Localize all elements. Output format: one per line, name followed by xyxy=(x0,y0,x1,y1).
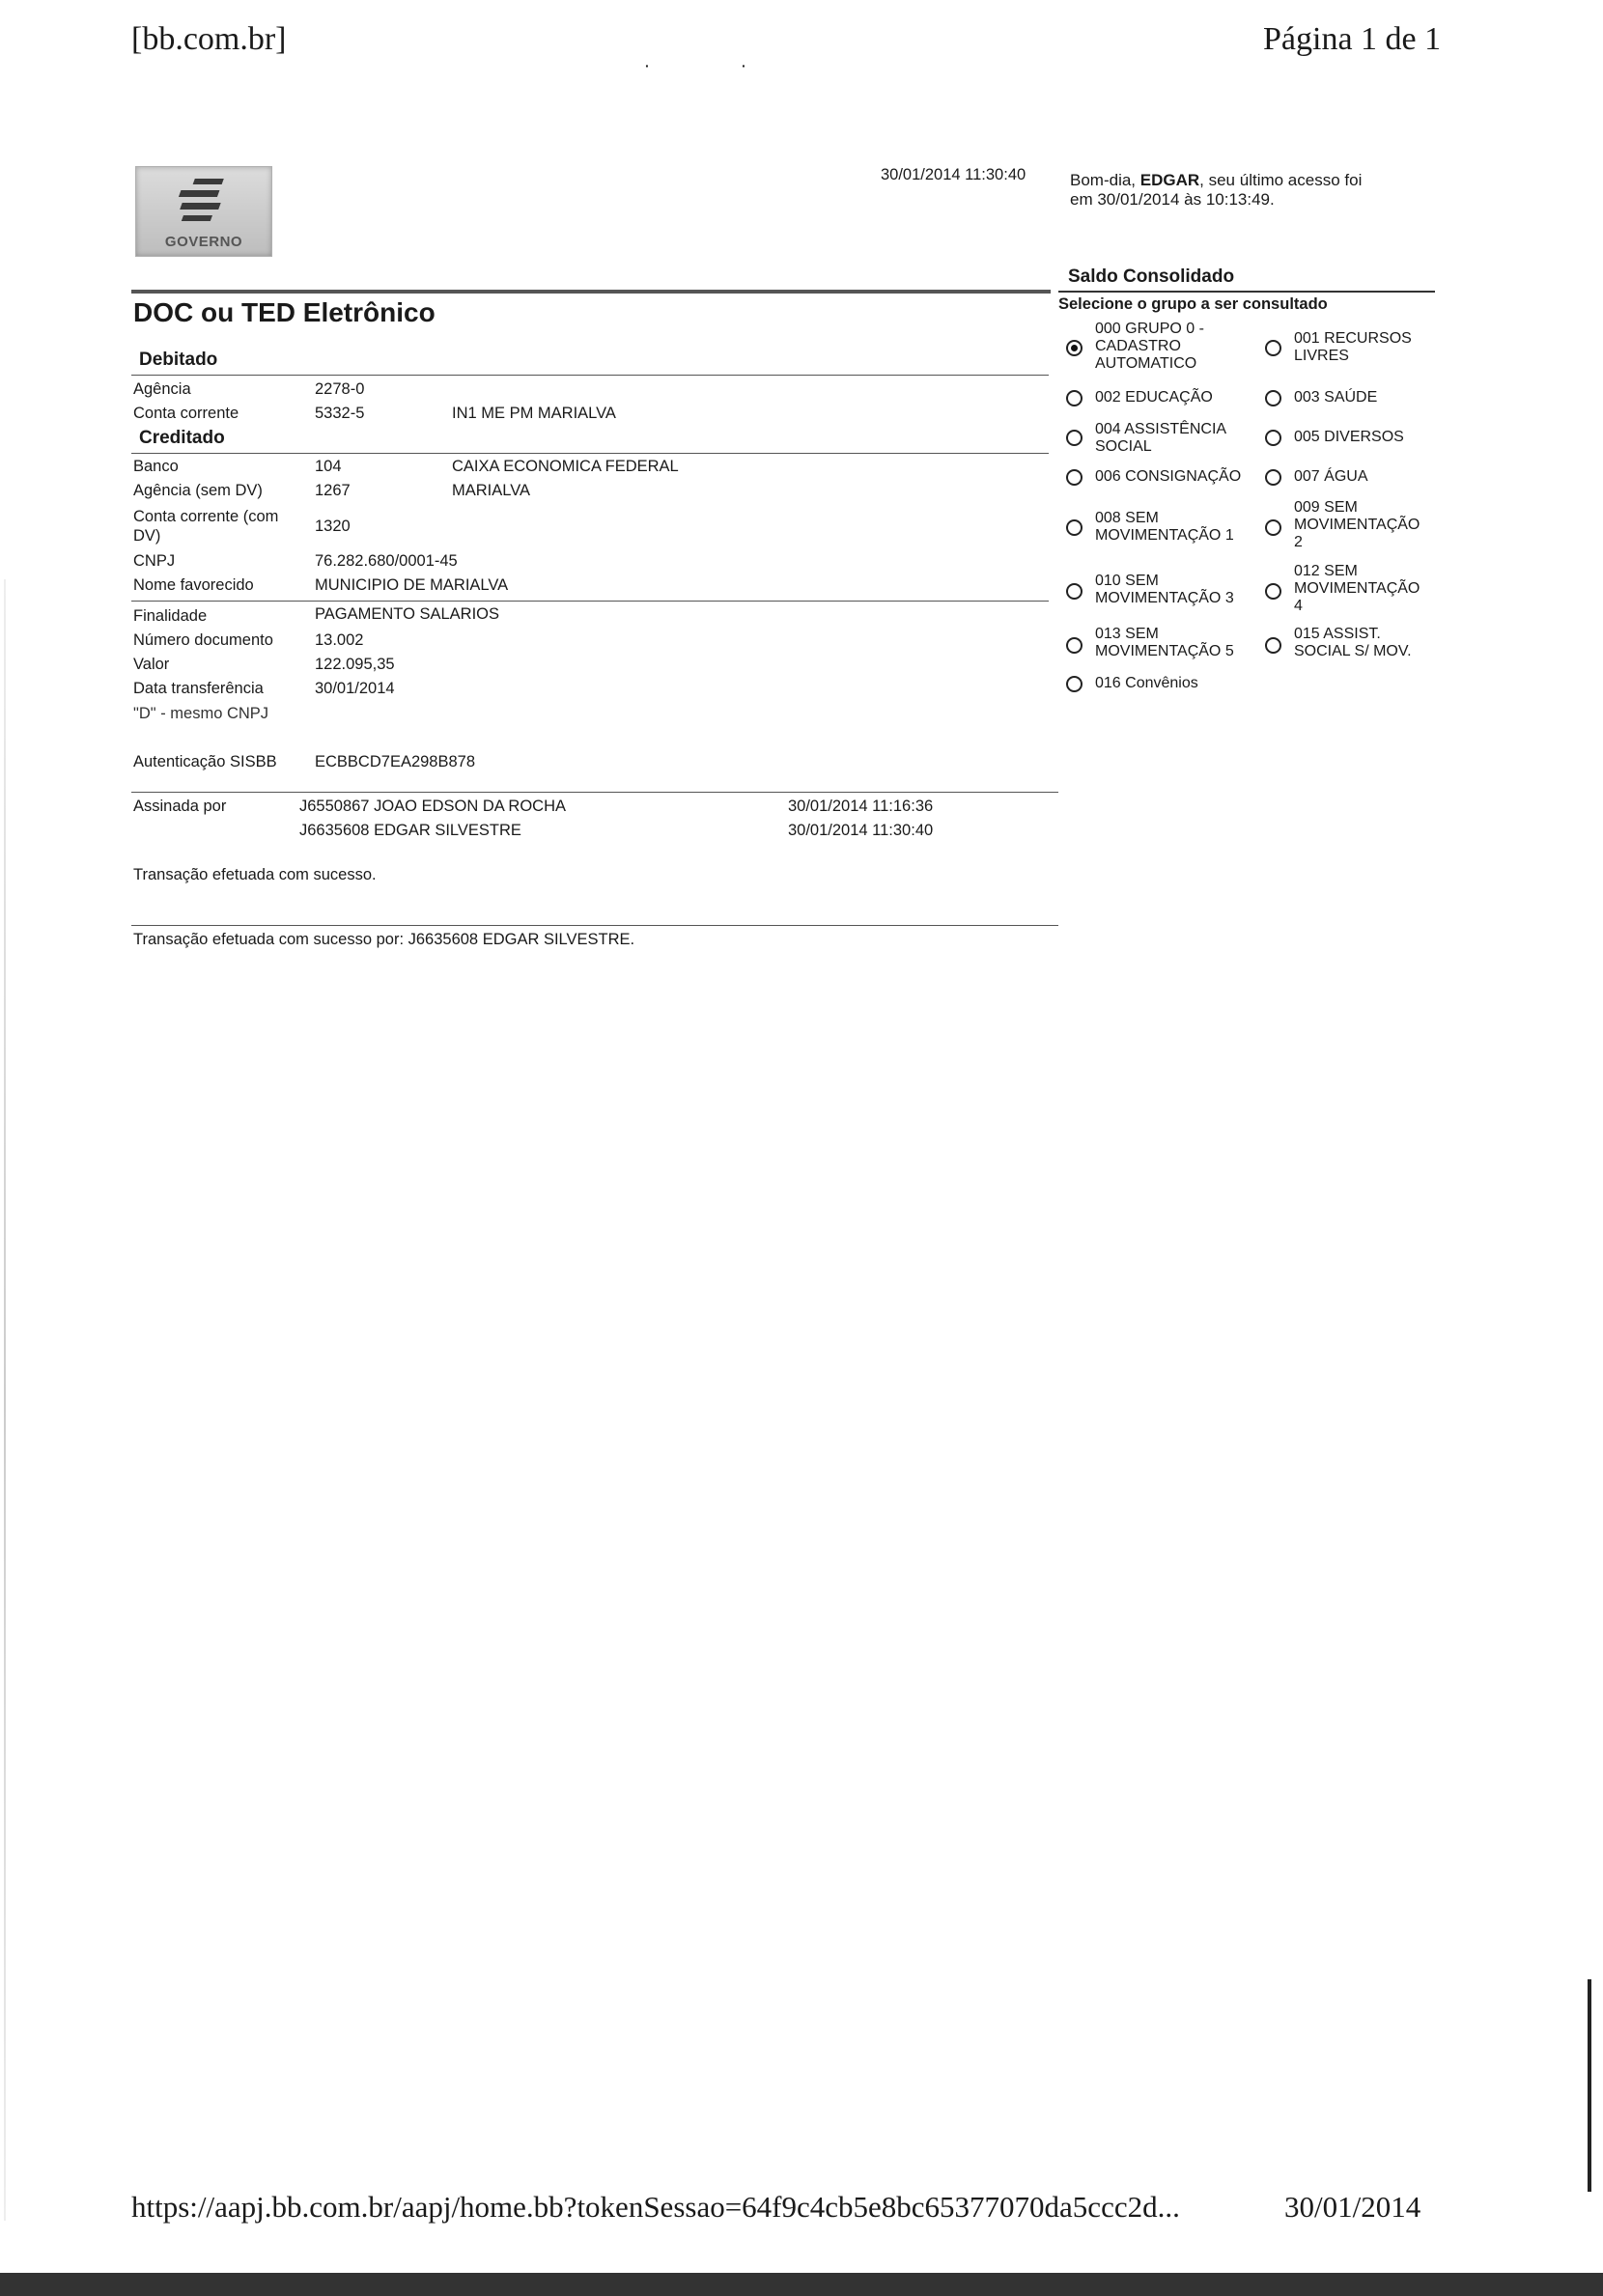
scan-bottom-edge xyxy=(0,2273,1603,2296)
conta-label: Conta corrente xyxy=(133,405,239,422)
option-004-line1: 004 ASSISTÊNCIA xyxy=(1095,421,1227,437)
conta-titular: IN1 ME PM MARIALVA xyxy=(452,405,616,422)
option-001-line2: LIVRES xyxy=(1294,348,1349,364)
option-001-line1: 001 RECURSOS xyxy=(1294,330,1412,347)
agencia-credito-city: MARIALVA xyxy=(452,482,530,499)
option-000-line2: CADASTRO xyxy=(1095,338,1181,354)
saldo-title: Saldo Consolidado xyxy=(1068,266,1235,287)
status-message-final: Transação efetuada com sucesso por: J6635608 EDGAR SILVESTRE. xyxy=(133,931,635,948)
option-004-label[interactable] xyxy=(1095,421,1226,456)
valor-value: 122.095,35 xyxy=(315,656,395,673)
radio-001[interactable] xyxy=(1265,340,1281,356)
cnpj-value: 76.282.680/0001-45 xyxy=(315,552,458,570)
creditado-divider xyxy=(131,453,1049,454)
favorecido-label: Nome favorecido xyxy=(133,576,254,594)
greeting-rest: , seu último acesso foi xyxy=(1199,171,1363,189)
assinante-1-name: J6550867 JOAO EDSON DA ROCHA xyxy=(299,798,567,815)
finalidade-label: Finalidade xyxy=(133,607,208,625)
radio-016[interactable] xyxy=(1066,676,1083,692)
status-message: Transação efetuada com sucesso. xyxy=(133,866,377,883)
radio-005[interactable] xyxy=(1265,430,1281,446)
option-004-line2: SOCIAL xyxy=(1095,438,1152,455)
option-012-line1: 012 SEM xyxy=(1294,563,1358,579)
radio-008[interactable] xyxy=(1066,519,1083,536)
option-015-line1: 015 ASSIST. xyxy=(1294,626,1381,642)
session-datetime: 30/01/2014 11:30:40 xyxy=(881,166,1026,183)
radio-013[interactable] xyxy=(1066,637,1083,654)
option-001-label[interactable] xyxy=(1294,330,1412,365)
greeting xyxy=(1070,171,1362,210)
assinada-label: Assinada por xyxy=(133,798,227,815)
option-012-line3: 4 xyxy=(1294,598,1303,614)
documento-label: Número documento xyxy=(133,631,273,649)
page-title: DOC ou TED Eletrônico xyxy=(133,297,436,327)
option-015-line2: SOCIAL S/ MOV. xyxy=(1294,643,1412,659)
favorecido-divider xyxy=(131,601,1049,602)
radio-012[interactable] xyxy=(1265,583,1281,600)
option-002-label[interactable]: 002 EDUCAÇÃO xyxy=(1095,389,1213,406)
assinaturas-divider xyxy=(131,792,1058,793)
mesmo-cnpj-note: "D" - mesmo CNPJ xyxy=(133,705,269,722)
assinante-2-datetime: 30/01/2014 11:30:40 xyxy=(788,822,934,839)
documento-value: 13.002 xyxy=(315,631,364,649)
option-013-label[interactable] xyxy=(1095,626,1234,660)
assinante-2-name: J6635608 EDGAR SILVESTRE xyxy=(299,822,521,839)
agencia-credito-label: Agência (sem DV) xyxy=(133,482,263,499)
option-006-label[interactable]: 006 CONSIGNAÇÃO xyxy=(1095,468,1242,485)
print-footer-url: https://aapj.bb.com.br/aapj/home.bb?tokenSessao=64f9c4cb5e8bc65377070da5ccc2d... xyxy=(131,2190,1180,2224)
option-015-label[interactable] xyxy=(1294,626,1412,660)
radio-002[interactable] xyxy=(1066,390,1083,406)
saldo-subtitle: Selecione o grupo a ser consultado xyxy=(1058,295,1328,313)
assinante-1-datetime: 30/01/2014 11:16:36 xyxy=(788,798,934,815)
bb-governo-logo[interactable] xyxy=(135,166,272,257)
print-header-site: [bb.com.br] xyxy=(131,21,287,57)
greeting-last-access: em 30/01/2014 às 10:13:49. xyxy=(1070,190,1275,209)
option-005-label[interactable]: 005 DIVERSOS xyxy=(1294,429,1404,445)
scan-mark: · xyxy=(742,58,746,73)
radio-009[interactable] xyxy=(1265,519,1281,536)
option-003-label[interactable]: 003 SAÚDE xyxy=(1294,389,1378,406)
data-value: 30/01/2014 xyxy=(315,680,395,697)
valor-label: Valor xyxy=(133,656,170,673)
radio-006[interactable] xyxy=(1066,469,1083,486)
header-divider xyxy=(131,290,1051,294)
banco-label: Banco xyxy=(133,458,179,475)
scan-mark: · xyxy=(645,58,650,73)
banco-name: CAIXA ECONOMICA FEDERAL xyxy=(452,458,679,475)
option-012-line2: MOVIMENTAÇÃO xyxy=(1294,580,1420,597)
conta-credito-value: 1320 xyxy=(315,518,351,535)
option-016-label[interactable]: 016 Convênios xyxy=(1095,675,1198,691)
radio-004[interactable] xyxy=(1066,430,1083,446)
option-007-label[interactable]: 007 ÁGUA xyxy=(1294,468,1368,485)
option-012-label[interactable] xyxy=(1294,563,1420,615)
radio-000[interactable] xyxy=(1066,340,1083,356)
option-008-label[interactable] xyxy=(1095,510,1234,545)
favorecido-value: MUNICIPIO DE MARIALVA xyxy=(315,576,509,594)
option-013-line1: 013 SEM xyxy=(1095,626,1159,642)
saldo-divider xyxy=(1058,291,1435,293)
autenticacao-value: ECBBCD7EA298B878 xyxy=(315,753,476,770)
option-013-line2: MOVIMENTAÇÃO 5 xyxy=(1095,643,1234,659)
option-000-label[interactable] xyxy=(1095,321,1204,373)
greeting-user: EDGAR xyxy=(1139,171,1200,189)
scan-edge-right xyxy=(1588,1979,1591,2192)
section-creditado-title: Creditado xyxy=(139,428,225,448)
bb-logo-icon xyxy=(170,173,238,231)
logo-label: GOVERNO xyxy=(164,234,243,250)
option-000-line3: AUTOMATICO xyxy=(1095,355,1197,372)
option-009-line3: 2 xyxy=(1294,534,1303,550)
agencia-label: Agência xyxy=(133,380,191,398)
print-header-page: Página 1 de 1 xyxy=(1263,21,1442,57)
status-divider xyxy=(131,925,1058,926)
option-009-line2: MOVIMENTAÇÃO xyxy=(1294,517,1420,533)
print-footer-date: 30/01/2014 xyxy=(1284,2190,1421,2224)
radio-010[interactable] xyxy=(1066,583,1083,600)
conta-credito-label-1: Conta corrente (com xyxy=(133,508,279,525)
debitado-divider xyxy=(131,375,1049,376)
agencia-value: 2278-0 xyxy=(315,380,365,398)
scan-edge-left xyxy=(4,579,6,2221)
option-010-line1: 010 SEM xyxy=(1095,573,1159,589)
option-000-line1: 000 GRUPO 0 - xyxy=(1095,321,1204,337)
agencia-credito-value: 1267 xyxy=(315,482,351,499)
option-009-line1: 009 SEM xyxy=(1294,499,1358,516)
radio-007[interactable] xyxy=(1265,469,1281,486)
radio-015[interactable] xyxy=(1265,637,1281,654)
finalidade-value: PAGAMENTO SALARIOS xyxy=(315,605,500,623)
option-010-label[interactable] xyxy=(1095,573,1234,607)
greeting-prefix: Bom-dia, xyxy=(1070,171,1140,189)
data-label: Data transferência xyxy=(133,680,264,697)
banco-value: 104 xyxy=(315,458,342,475)
conta-credito-label xyxy=(133,507,278,546)
option-008-line2: MOVIMENTAÇÃO 1 xyxy=(1095,527,1234,544)
autenticacao-label: Autenticação SISBB xyxy=(133,753,277,770)
radio-003[interactable] xyxy=(1265,390,1281,406)
option-008-line1: 008 SEM xyxy=(1095,510,1159,526)
option-010-line2: MOVIMENTAÇÃO 3 xyxy=(1095,590,1234,606)
conta-value: 5332-5 xyxy=(315,405,365,422)
option-009-label[interactable] xyxy=(1294,499,1420,551)
section-debitado-title: Debitado xyxy=(139,350,218,370)
cnpj-label: CNPJ xyxy=(133,552,176,570)
conta-credito-label-2: DV) xyxy=(133,527,161,545)
